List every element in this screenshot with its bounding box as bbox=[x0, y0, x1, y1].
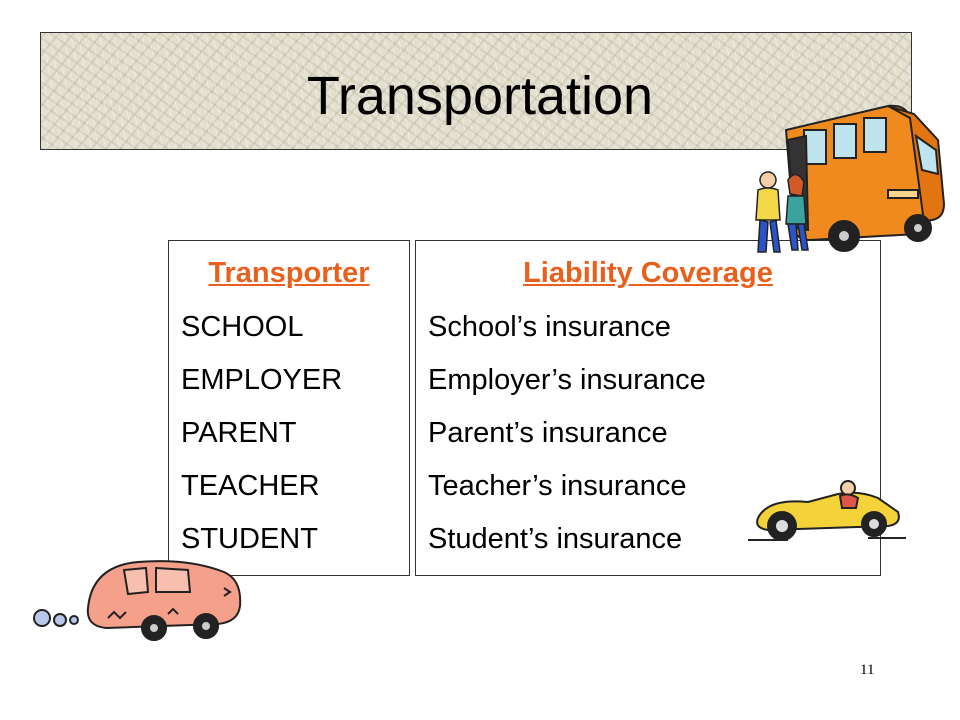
list-item: School’s insurance bbox=[428, 311, 671, 343]
coverage-heading: Liability Coverage bbox=[523, 257, 773, 289]
page-number: 11 bbox=[860, 662, 875, 678]
broken-car-clipart-icon bbox=[28, 548, 252, 644]
list-item: SCHOOL bbox=[181, 311, 304, 343]
transporter-list bbox=[169, 301, 409, 566]
list-item: STUDENT bbox=[181, 523, 318, 555]
sports-car-clipart-icon bbox=[748, 468, 908, 548]
transporter-heading: Transporter bbox=[208, 257, 370, 289]
transporter-column bbox=[168, 240, 410, 576]
slide-title: Transportation bbox=[306, 66, 654, 126]
list-item: TEACHER bbox=[181, 470, 320, 502]
list-item: PARENT bbox=[181, 417, 297, 449]
list-item: Teacher’s insurance bbox=[428, 470, 687, 502]
list-item: Student’s insurance bbox=[428, 523, 683, 555]
list-item: Employer’s insurance bbox=[428, 364, 706, 396]
bus-clipart-icon bbox=[738, 100, 950, 260]
list-item: EMPLOYER bbox=[181, 364, 343, 396]
list-item: Parent’s insurance bbox=[428, 417, 668, 449]
